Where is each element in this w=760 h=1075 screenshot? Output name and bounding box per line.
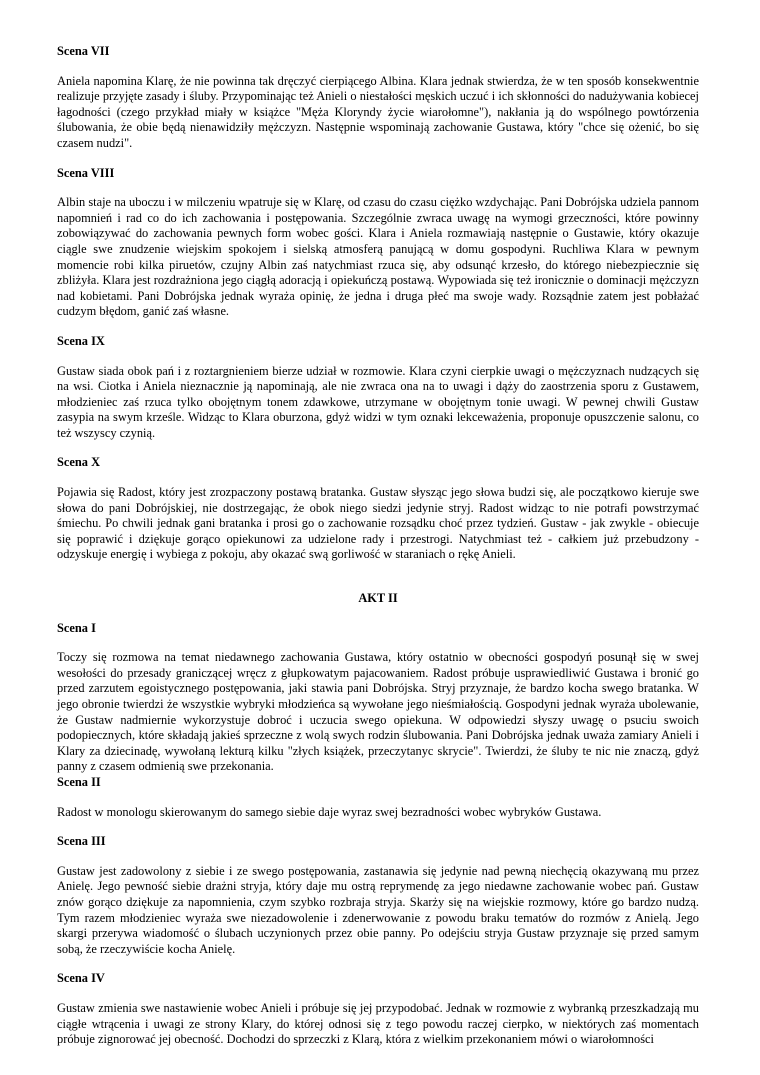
scene-paragraph: Gustaw siada obok pań i z roztargnieniem bierze udział w rozmowie. Klara czyni cierpkie uwagi o mężczyznach nudzących się na wsi. Ciotka i Aniela nieznacznie ją napominają, ale nie zwraca ona na to uwagi i dąży do zaostrzenia sporu z Gustawem, młodzieniec zaś rzuca tylko obojętnym tonem zdawkowe, utrzymane w obojętnym tonie uwagi. W pewnej chwili Gustaw zasypia na swym krześle. Widząc to Klara oburzona, gdyż widzi w tym oznaki lekceważenia, proponuje opuszczenie salonu, co też wszyscy czynią.	[57, 363, 699, 440]
scene-paragraph: Gustaw zmienia swe nastawienie wobec Anieli i próbuje się jej przypodobać. Jednak w rozmowie z wybranką przeszkadzają mu ciągłe wtrącenia i uwagi ze strony Klary, do której odnosi się z tego powodu raczej cierpko, w niektórych zaś momentach próbuje zignorować jej obecność. Dochodzi do sprzeczki z Klarą, która z wielkim przekonaniem mówi o wiarołomności	[57, 1000, 699, 1047]
scene-heading: Scena IV	[57, 971, 105, 986]
scene-paragraph: Pojawia się Radost, który jest zrozpaczony postawą bratanka. Gustaw słysząc jego słowa budzi się, ale początkowo kieruje swe słowa do pani Dobrójskiej, nie dostrzegając, że obok niego siedzi jedynie stryj. Radost widząc to nie potrafi powstrzymać śmiechu. Po chwili jednak gani bratanka i prosi go o zachowanie rozsądku choć przez tydzień. Gustaw - jak zwykle - obiecuje się poprawić i dziękuje gorąco opiekunowi za udzielone rady i przestrogi. Natychmiast też - całkiem już przebudzony - odzyskuje energię i wybiega z pokoju, aby okazać swą gorliwość w staraniach o rękę Anieli.	[57, 485, 699, 562]
scene-heading: Scena II	[57, 774, 101, 789]
scene-ix	[57, 334, 699, 442]
act-ii-scene-iii	[57, 834, 699, 957]
scene-heading: Scena VIII	[57, 165, 115, 180]
scene-vii	[57, 44, 699, 152]
act-ii-scene-iv	[57, 971, 699, 1047]
scene-heading: Scena I	[57, 620, 96, 635]
act-title: AKT II	[358, 591, 398, 606]
scene-heading: Scena X	[57, 455, 101, 470]
scene-heading: Scena VII	[57, 44, 110, 58]
document-page	[57, 44, 699, 1062]
scene-heading: Scena IX	[57, 333, 105, 348]
scene-paragraph: Gustaw jest zadowolony z siebie i ze swego postępowania, zastanawia się jedynie nad pewną niechęcią okazywaną mu przez Anielę. Jego pewność siebie drażni stryja, który daje mu ostrą reprymendę za jego niedawne zachowanie wobec pań. Gustaw znów gorąco dziękuje za napomnienia, czym szybko rozbraja stryja. Skarży się na wiejskie rozmowy, które go bardzo nudzą. Tym razem młodzieniec wyraża swe niezadowolenie i zdenerwowanie z powodu braku tematów do rozmów z Anielą. Jego skargi przerywa wiadomość o ślubach uczynionych przez obie panny. Po odejściu stryja Gustaw przyznaje się przed samym sobą, że rzeczywiście kocha Anielę.	[57, 863, 699, 956]
scene-viii	[57, 166, 699, 320]
scene-paragraph: Aniela napomina Klarę, że nie powinna tak dręczyć cierpiącego Albina. Klara jednak stwierdza, że w ten sposób konsekwentnie realizuje przyjęte zasady i śluby. Przypominając też Anieli o niestałości męskich uczuć i ich skłonności do nadużywania kobiecej łagodności (czego przykład miały w książce "Męża Kloryndy życie wiarołomne"), nakłania ją do wspólnego powtórzenia ślubowania, że obie będą nienawidziły mężczyzn. Następnie wspominają zachowanie Gustawa, który "chce się ożenić, bo się czasem nudzi".	[57, 73, 699, 150]
scene-heading: Scena III	[57, 834, 106, 849]
act-ii-scene-i	[57, 621, 699, 775]
scene-paragraph: Radost w monologu skierowanym do samego siebie daje wyraz swej bezradności wobec wybryków Gustawa.	[57, 804, 602, 819]
scene-paragraph: Toczy się rozmowa na temat niedawnego zachowania Gustawa, który ostatnio w obecności gospodyń posunął się w swej wesołości do przesady graniczącej wręcz z głupkowatym pajacowaniem. Radost próbuje usprawiedliwić Gustawa i bronić go przed zarzutem egoistycznego postępowania, jaki stawia pani Dobrójska. Stryj przyznaje, że bardzo kocha swego bratanka. W jego obronie twierdzi że wszystkie wybryki młodzieńca są wywołane jego nieśmiałością. Gospodyni jednak wyraża ubolewanie, że Gustaw nadmiernie wykorzystuje dobroć i uczucia swego opiekuna. W odpowiedzi słyszy uwagę o psuciu swoich podopiecznych, które składają jakieś sprzeczne z wolą swych rodzin ślubowania. Pani Dobrójska jednak uważa zamiary Anieli i Klary za dziecinadę, wywołaną lekturą kilku "złych książek, przeczytanyc skrycie". Twierdzi, że śluby te nic nie znaczą, gdyż panny z czasem odmienią swe przekonania.	[57, 650, 699, 774]
act-ii-scene-ii	[57, 775, 699, 820]
scene-paragraph: Albin staje na uboczu i w milczeniu wpatruje się w Klarę, od czasu do czasu ciężko wzdychając. Pani Dobrójska udziela pannom napomnień i rad co do ich zachowania i postępowania. Szczególnie zwraca uwagę na wymogi grzeczności, które powinny zobowiązywać do zachowania pewnych form wobec gości. Klara i Aniela rozmawiają następnie o Gustawie, który okazuje ciągle swe znudzenie wiejskim spokojem i sielską atmosferą panującą w domu gospodyni. Ruchliwa Klara w pewnym momencie robi kilka piruetów, czujny Albin zaś natychmiast rzuca się, aby odsunąć krzesło, do którego niebezpiecznie się zbliżyła. Klara jest rozdrażniona jego ciągłą adoracją i opiekuńczą postawą. Wypowiada się też ironicznie o dominacji mężczyzn nad kobietami. Pani Dobrójska jednak wyraża opinię, że jedna i druga płeć ma swoje wady. Rozsądnie zatem jest pobłażać cudzym błędom, ganić zaś własne.	[57, 195, 699, 319]
scene-x	[57, 455, 699, 563]
